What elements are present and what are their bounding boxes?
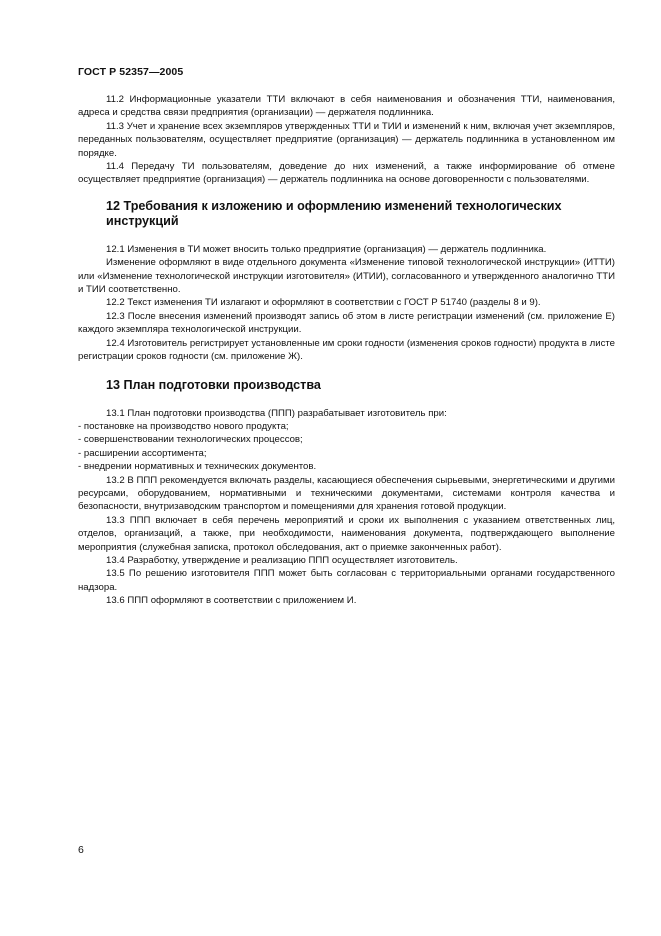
paragraph-12-3: 12.3 После внесения изменений производят запись об этом в листе регистрации изменений (см. приложение Е) каждого экземпляра технологической инструкции. xyxy=(78,310,615,336)
list-item: - совершенствовании технологических процессов; xyxy=(78,433,615,446)
list-item: - расширении ассортимента; xyxy=(78,447,615,460)
section-12 xyxy=(78,243,615,364)
paragraph-11-3: 11.3 Учет и хранение всех экземпляров утвержденных ТТИ и ТИИ и изменений к ним, включая учет экземпляров, переданных пользователям, осуществляет предприятие (организация) — держатель подлинника в установленном им порядке. xyxy=(78,120,615,159)
paragraph-12-4: 12.4 Изготовитель регистрирует установленные им сроки годности (изменения сроков годности) продукта в листе регистрации сроков годности (см. приложение Ж). xyxy=(78,337,615,363)
document-body xyxy=(78,93,615,608)
paragraph-11-4: 11.4 Передачу ТИ пользователям, доведение до них изменений, а также информирование об отмене осуществляет предприятие (организация) — держатель подлинника на основе договоренности с пользователями. xyxy=(78,161,615,186)
paragraph-13-4: 13.4 Разработку, утверждение и реализацию ППП осуществляет изготовитель. xyxy=(106,554,458,566)
section-12-heading: 12 Требования к изложению и оформлению изменений технологических инструкций xyxy=(106,198,562,228)
paragraph-13-5: 13.5 По решению изготовителя ППП может быть согласован с территориальными органами государственного надзора. xyxy=(78,568,615,593)
paragraph-13-2: 13.2 В ППП рекомендуется включать разделы, касающиеся обеспечения сырьевыми, энергетическими и другими ресурсами, оборудованием, нормативными и техническими документами, системами контроля качества и безопасности, внутризаводским транспортом и помещениями для хранения готовой продукции. xyxy=(78,474,615,513)
section-13 xyxy=(78,407,615,608)
paragraph-12-2: 12.2 Текст изменения ТИ излагают и оформляют в соответствии с ГОСТ Р 51740 (разделы 8 и 9). xyxy=(106,297,541,309)
production-list xyxy=(78,420,615,474)
paragraph-13-6: 13.6 ППП оформляют в соответствии с приложением И. xyxy=(106,595,357,607)
section-13-heading: 13 План подготовки производства xyxy=(106,377,321,392)
list-item: - постановке на производство нового продукта; xyxy=(78,420,615,433)
list-item: - внедрении нормативных и технических документов. xyxy=(78,460,615,473)
page-number: 6 xyxy=(78,844,84,856)
paragraph-12-1: 12.1 Изменения в ТИ может вносить только предприятие (организация) — держатель подлинника. xyxy=(106,243,547,255)
paragraph-12-1-cont: Изменение оформляют в виде отдельного документа «Изменение типовой технологической инструкции» (ИТТИ) или «Изменение технологической инструкции изготовителя» (ИТИИ), согласованного и утвержденного аналогично ТТИ и ТИИ соответственно. xyxy=(78,257,615,296)
paragraph-13-3: 13.3 ППП включает в себя перечень мероприятий и сроки их выполнения с указанием ответственных лиц, отделов, организаций, а также, при необходимости, наименования документа, подтверждающего выполнение мероприятия (служебная записка, протокол обследования, акт о приемке законченных работ). xyxy=(78,514,615,553)
paragraph-13-1: 13.1 План подготовки производства (ППП) разрабатывает изготовитель при: xyxy=(106,407,447,419)
paragraph-11-2: 11.2 Информационные указатели ТТИ включают в себя наименования и обозначения ТТИ, наименования, адреса и средства связи предприятия (организации) — держателя подлинника. xyxy=(78,94,615,119)
document-header: ГОСТ Р 52357—2005 xyxy=(78,66,184,78)
section-11 xyxy=(78,93,615,187)
